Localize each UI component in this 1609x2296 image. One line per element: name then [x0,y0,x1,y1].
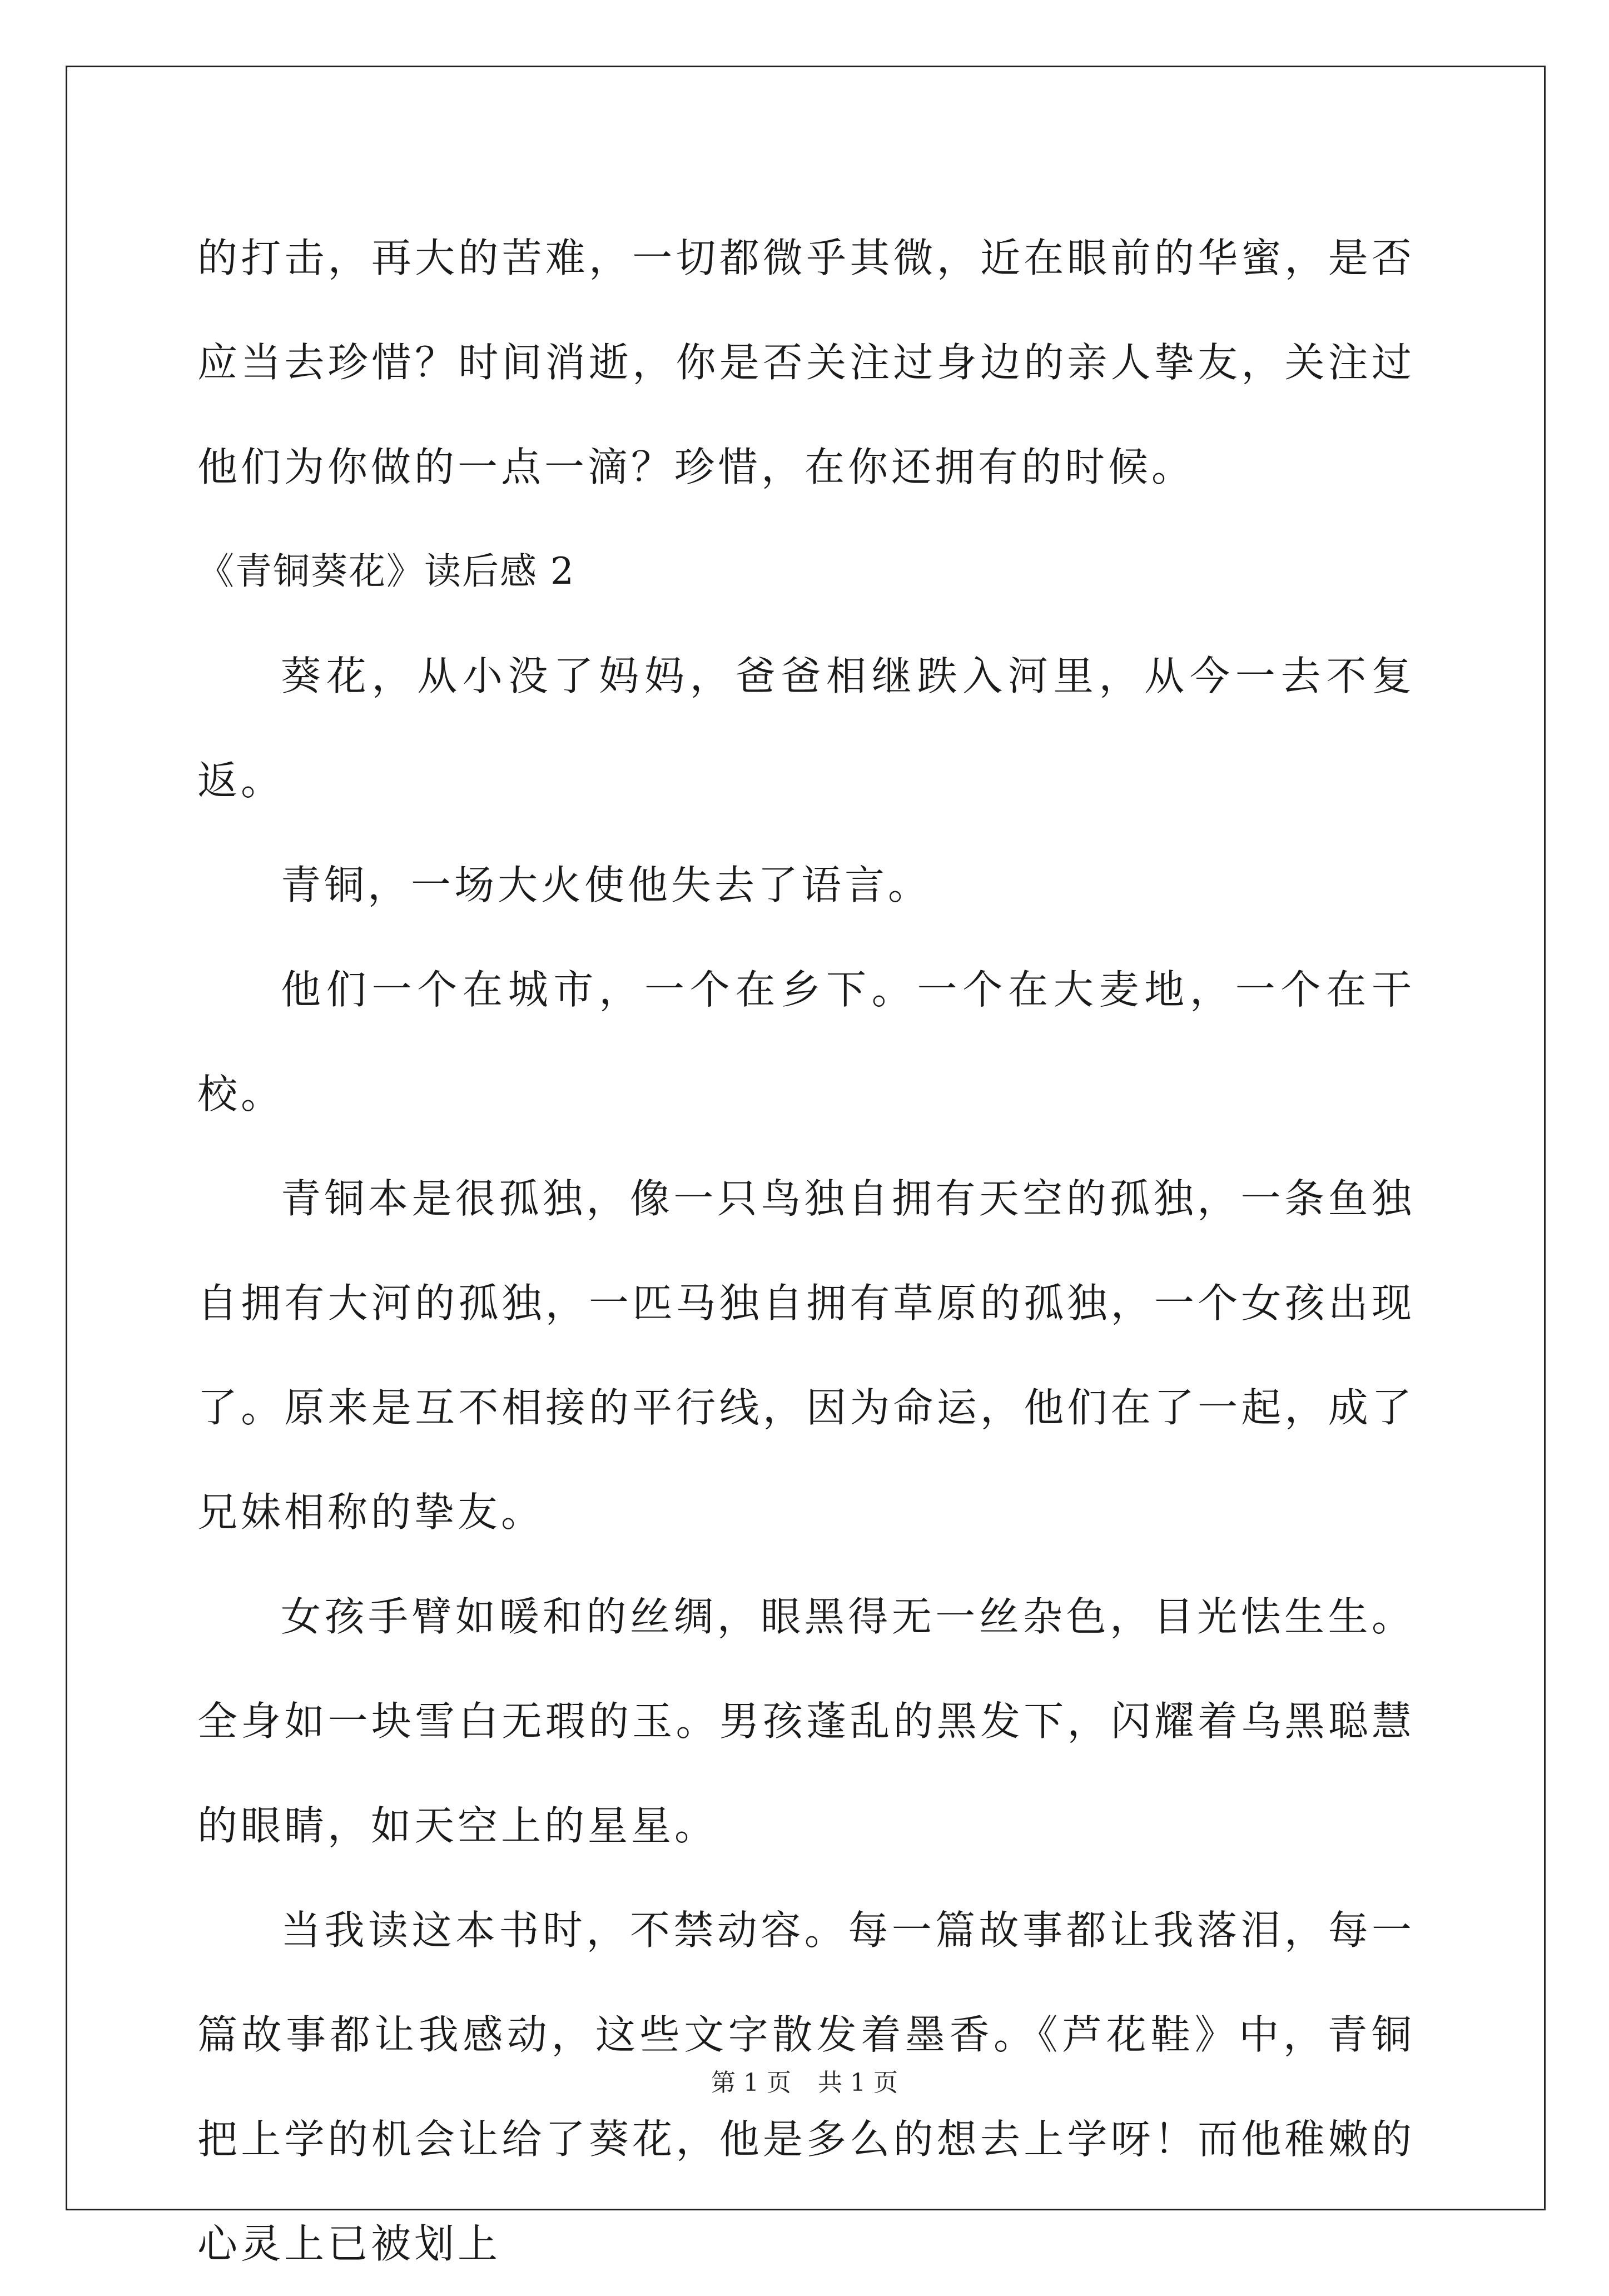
paragraph: 青铜，一场大火使他失去了语言。 [281,862,932,908]
paragraph: 他们一个在城市，一个在乡下。一个在大麦地，一个在干校。 [197,966,1415,1117]
page-footer [0,2063,1609,2098]
paragraph-continuation: 的打击，再大的苦难，一切都微乎其微，近在眼前的华蜜，是否应当去珍惜？时间消逝，你是否关注过身边的亲人挚友，关注过他们为你做的一点一滴？珍惜，在你还拥有的时候。 [197,235,1415,490]
paragraph: 葵花，从小没了妈妈，爸爸相继跌入河里，从今一去不复返。 [197,653,1415,804]
document-body [197,206,1415,2296]
section-heading: 《青铜葵花》读后感 2 [197,550,575,593]
paragraph: 青铜本是很孤独，像一只鸟独自拥有天空的孤独，一条鱼独自拥有大河的孤独，一匹马独自拥有草原的孤独，一个女孩出现了。原来是互不相接的平行线，因为命运，他们在了一起，成了兄妹相称的挚友。 [197,1175,1415,1535]
paragraph: 当我读这本书时，不禁动容。每一篇故事都让我落泪，每一篇故事都让我感动，这些文字散发着墨香。《芦花鞋》中，青铜把上学的机会让给了葵花，他是多么的想去上学呀！而他稚嫩的心灵上已被划上 [197,1907,1415,2267]
paragraph: 女孩手臂如暖和的丝绸，眼黑得无一丝杂色，目光怯生生。全身如一块雪白无瑕的玉。男孩蓬乱的黑发下，闪耀着乌黑聪慧的眼睛，如天空上的星星。 [197,1593,1415,1849]
page-total: 共 1 页 [818,2069,898,2097]
page-number: 第 1 页 [711,2069,791,2097]
